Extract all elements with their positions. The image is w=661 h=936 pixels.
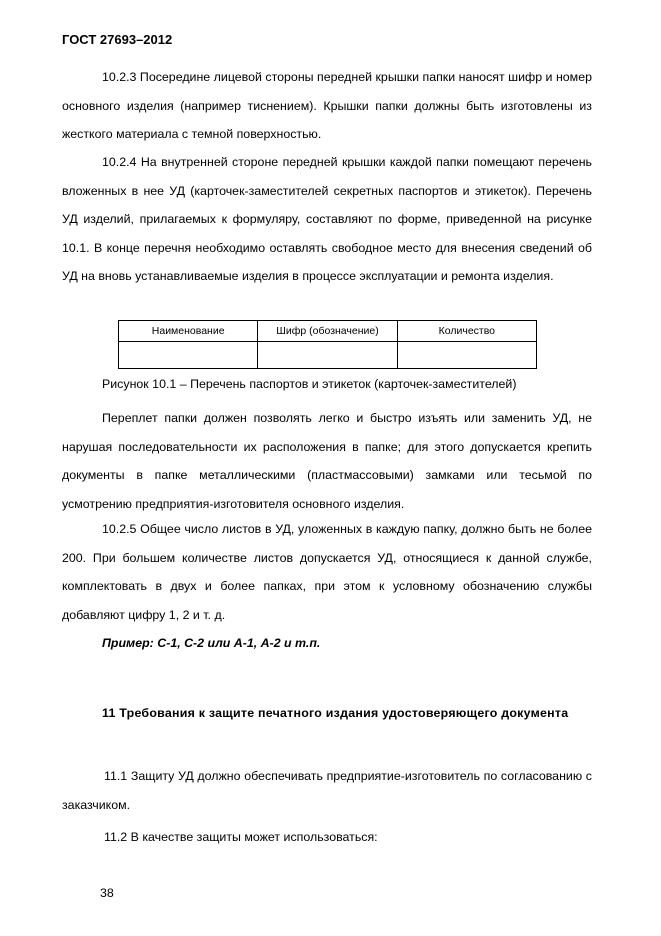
example-note: Пример: С-1, С-2 или А-1, А-2 и т.п. [102, 636, 321, 650]
table-row [119, 342, 537, 369]
column-header-name: Наименование [119, 321, 258, 342]
paragraph-binding: Переплет папки должен позволять легко и быстро изъять или заменить УД, не нарушая последовательности их расположения в папке; для этого допускается крепить документы в папке металлическими (пластмассовыми) замками или тесьмой по усмотрению предприятия-изготовителя основного изделия. [62, 411, 592, 511]
figure-10-1-table [118, 320, 537, 369]
paragraph-11-2: 11.2 В качестве защиты может использоваться: [104, 830, 378, 844]
column-header-quantity: Количество [397, 321, 536, 342]
page-number: 38 [100, 886, 114, 900]
paragraph-10-2-5: 10.2.5 Общее число листов в УД, уложенных в каждую папку, должно быть не более 200. При большем количестве листов допускается УД, относящиеся к данной службе, комплектовать в двух и более папках, при этом к условному обозначению службы добавляют цифру 1, 2 и т. д. [62, 522, 592, 622]
table-header-row [119, 321, 537, 342]
column-header-code: Шифр (обозначение) [258, 321, 397, 342]
table-cell [258, 342, 397, 369]
paragraph-10-2-4: 10.2.4 На внутренней стороне передней крышки каждой папки помещают перечень вложенных в нее УД (карточек-заместителей секретных паспортов и этикеток). Перечень УД изделий, прилагаемых к формуляру, составляют по форме, приведенной на рисунке 10.1. В конце перечня необходимо оставлять свободное место для внесения сведений об УД на вновь устанавливаемые изделия в процессе эксплуатации и ремонта изделия. [62, 155, 592, 284]
document-header: ГОСТ 27693–2012 [62, 32, 173, 47]
figure-caption: Рисунок 10.1 – Перечень паспортов и этикеток (карточек-заместителей) [102, 377, 517, 391]
section-heading: 11 Требования к защите печатного издания удостоверяющего документа [102, 706, 569, 720]
table-cell [397, 342, 536, 369]
table-cell [119, 342, 258, 369]
paragraph-10-2-3: 10.2.3 Посередине лицевой стороны передней крышки папки наносят шифр и номер основного изделия (например тиснением). Крышки папки должны быть изготовлены из жесткого материала с темной поверхностью. [62, 70, 592, 142]
paragraph-11-1: 11.1 Защиту УД должно обеспечивать предприятие-изготовитель по согласованию с заказчиком. [62, 769, 592, 812]
